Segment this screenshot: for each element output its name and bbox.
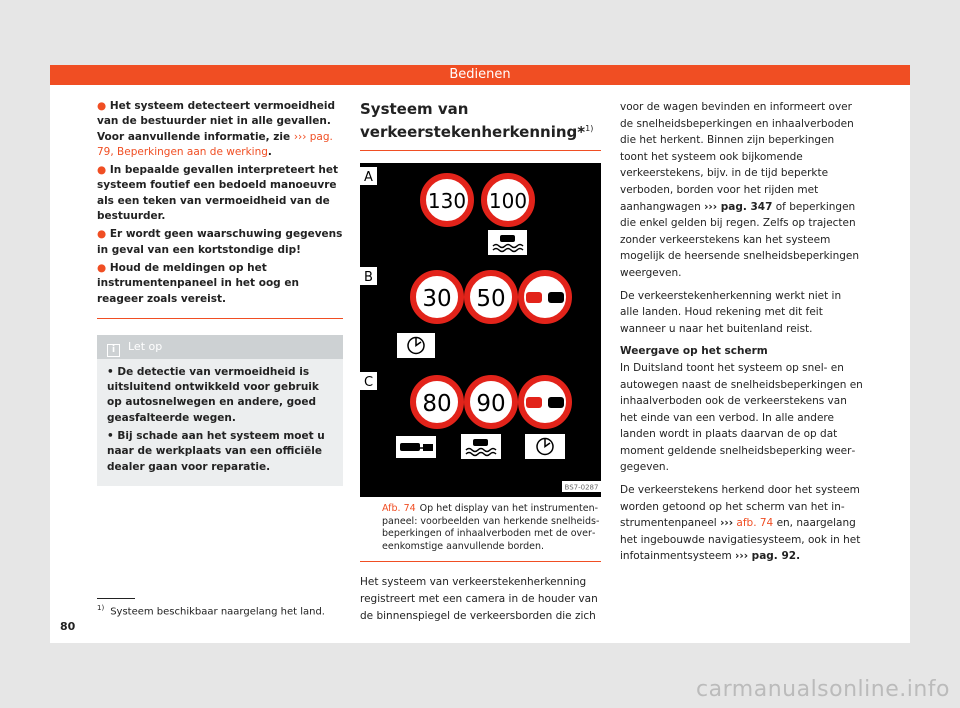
subheading: Weergave op het scherm [620, 345, 768, 358]
page-reference-link[interactable]: ››› pag. 79, Beperkingen aan de werking [97, 130, 333, 158]
figure-label: Afb. 74 [382, 503, 416, 514]
paragraph: In Duitsland toont het systeem op snel- en autowegen naast de snelheidsbeperkingen en inhaalverboden ook de verkeerstekens van het einde van een verbod. In alle andere landen wordt in plaats daarvan de op dat moment geldende snelheidsbeperking weergegeven. [620, 361, 863, 474]
svg-text:30: 30 [422, 286, 452, 312]
bullet-icon: ● [97, 100, 110, 112]
panel-label-a: A [364, 170, 373, 185]
ferry-supplementary-sign-icon [460, 433, 502, 460]
watermark: carmanualsonline.info [696, 677, 950, 702]
bullet-icon: ● [97, 228, 110, 241]
ferry-supplementary-sign-icon [487, 229, 528, 256]
figure-code: BS7-0287 [564, 483, 599, 492]
svg-text:100: 100 [488, 189, 528, 213]
page-number: 80 [60, 620, 76, 633]
note-title: Let op [128, 339, 163, 353]
svg-text:80: 80 [422, 391, 452, 417]
panel-label-b: B [364, 270, 373, 285]
paragraph: De verkeerstekens herkend door het systeem worden getoond op het scherm van het instrumentenpaneel ››› afb. 74 en, naargelang het ingebouwde navigatiesysteem, ook in het infotainmentsysteem ››› pag. 92. [620, 484, 861, 563]
speed-sign-80 [413, 378, 461, 426]
speed-sign-90 [467, 378, 515, 426]
speed-sign-30 [413, 273, 461, 321]
info-icon: i [107, 344, 120, 357]
footnote: $^{1)}$ Systeem beschikbaar naargelang het land. [97, 604, 325, 618]
speed-sign-100 [484, 176, 532, 224]
bullet-icon: ● [97, 164, 110, 177]
note-header [97, 335, 343, 359]
note-box [97, 335, 343, 486]
navigation-supplementary-sign-icon [396, 332, 436, 359]
footnote-divider [97, 598, 135, 599]
trailer-supplementary-sign-icon [395, 435, 437, 459]
paragraph: voor de wagen bevinden en informeert over de snelheidsbeperkingen en inhaalverboden die het herkent. Binnen zijn beperkingen toont het systeem ook bijkomende verkeerstekens, bijv. in de tijd beperkte verboden, borden voor het rijden met aanhangwagen ››› pag. 347 of beperkingen die enkel gelden bij regen. Zelfs op trajecten zonder verkeerstekens kan het systeem mogelijk de heersende snelheidsbeperkingen weergeven. [620, 101, 860, 279]
no-overtaking-sign-icon [521, 378, 569, 426]
navigation-supplementary-sign-icon [524, 433, 566, 460]
traffic-sign-illustration [360, 163, 601, 497]
note-body [97, 359, 343, 475]
panel-label-c: C [363, 375, 374, 390]
warning-item: ● Houd de meldingen op het instrumentenpaneel in het oog en reageer zoals vereist. [97, 261, 299, 305]
chapter-header: Bedienen [50, 65, 910, 85]
svg-text:50: 50 [476, 286, 506, 312]
middle-column-text [360, 574, 601, 624]
warning-item: ● Het systeem detecteert vermoeidheid van de bestuurder niet in alle gevallen. Voor aanvullende informatie, zie ››› pag. 79, Beperkingen aan de werking. [97, 100, 335, 158]
no-overtaking-sign-icon [521, 273, 569, 321]
page-reference-link[interactable]: ››› pag. 347 [704, 200, 773, 213]
paragraph: Het systeem van verkeerstekenherkenning registreert met een camera in de houder van de binnenspiegel de verkeersborden die zich [360, 576, 598, 622]
note-item: • Bij schade aan het systeem moet u naar de werkplaats van een officiële dealer gaan voor reparatie. [107, 430, 325, 473]
warning-box [97, 99, 343, 319]
middle-column [360, 99, 601, 624]
svg-text:130: 130 [427, 189, 467, 213]
figure-caption: Afb. 74 Op het display van het instrumentenpaneel: voorbeelden van herkende snelheidsbeperkingen of inhaalverboden met de overeenkomstige aanvullende borden. [360, 503, 601, 562]
figure-traffic-signs [360, 163, 601, 497]
right-column [620, 99, 863, 571]
section-title: Systeem van verkeerstekenherkenning*$^{1)}$ [360, 99, 601, 151]
warning-item: ● Er wordt geen waarschuwing gegevens in geval van een kortstondige dip! [97, 228, 343, 256]
warning-item: ● In bepaalde gevallen interpreteert het systeem foutief een bedoeld manoeuvre als een teken van vermoeidheid van de bestuurder. [97, 164, 339, 223]
bullet-icon: ● [97, 261, 110, 274]
svg-text:90: 90 [476, 391, 506, 417]
left-column [97, 99, 343, 486]
figure-reference-link[interactable]: afb. 74 [733, 517, 774, 530]
note-item: • De detectie van vermoeidheid is uitsluitend ontwikkeld voor gebruik op autosnelwegen en andere, goed geasfalteerde wegen. [107, 365, 319, 424]
speed-sign-130 [423, 176, 471, 224]
paragraph: De verkeerstekenherkenning werkt niet in alle landen. Houd rekening met dit feit wanneer u naar het buitenland reist. [620, 289, 842, 335]
footnote-mark: 1) [585, 124, 594, 133]
speed-sign-50 [467, 273, 515, 321]
page-reference-link[interactable]: ››› pag. 92 [735, 550, 797, 563]
